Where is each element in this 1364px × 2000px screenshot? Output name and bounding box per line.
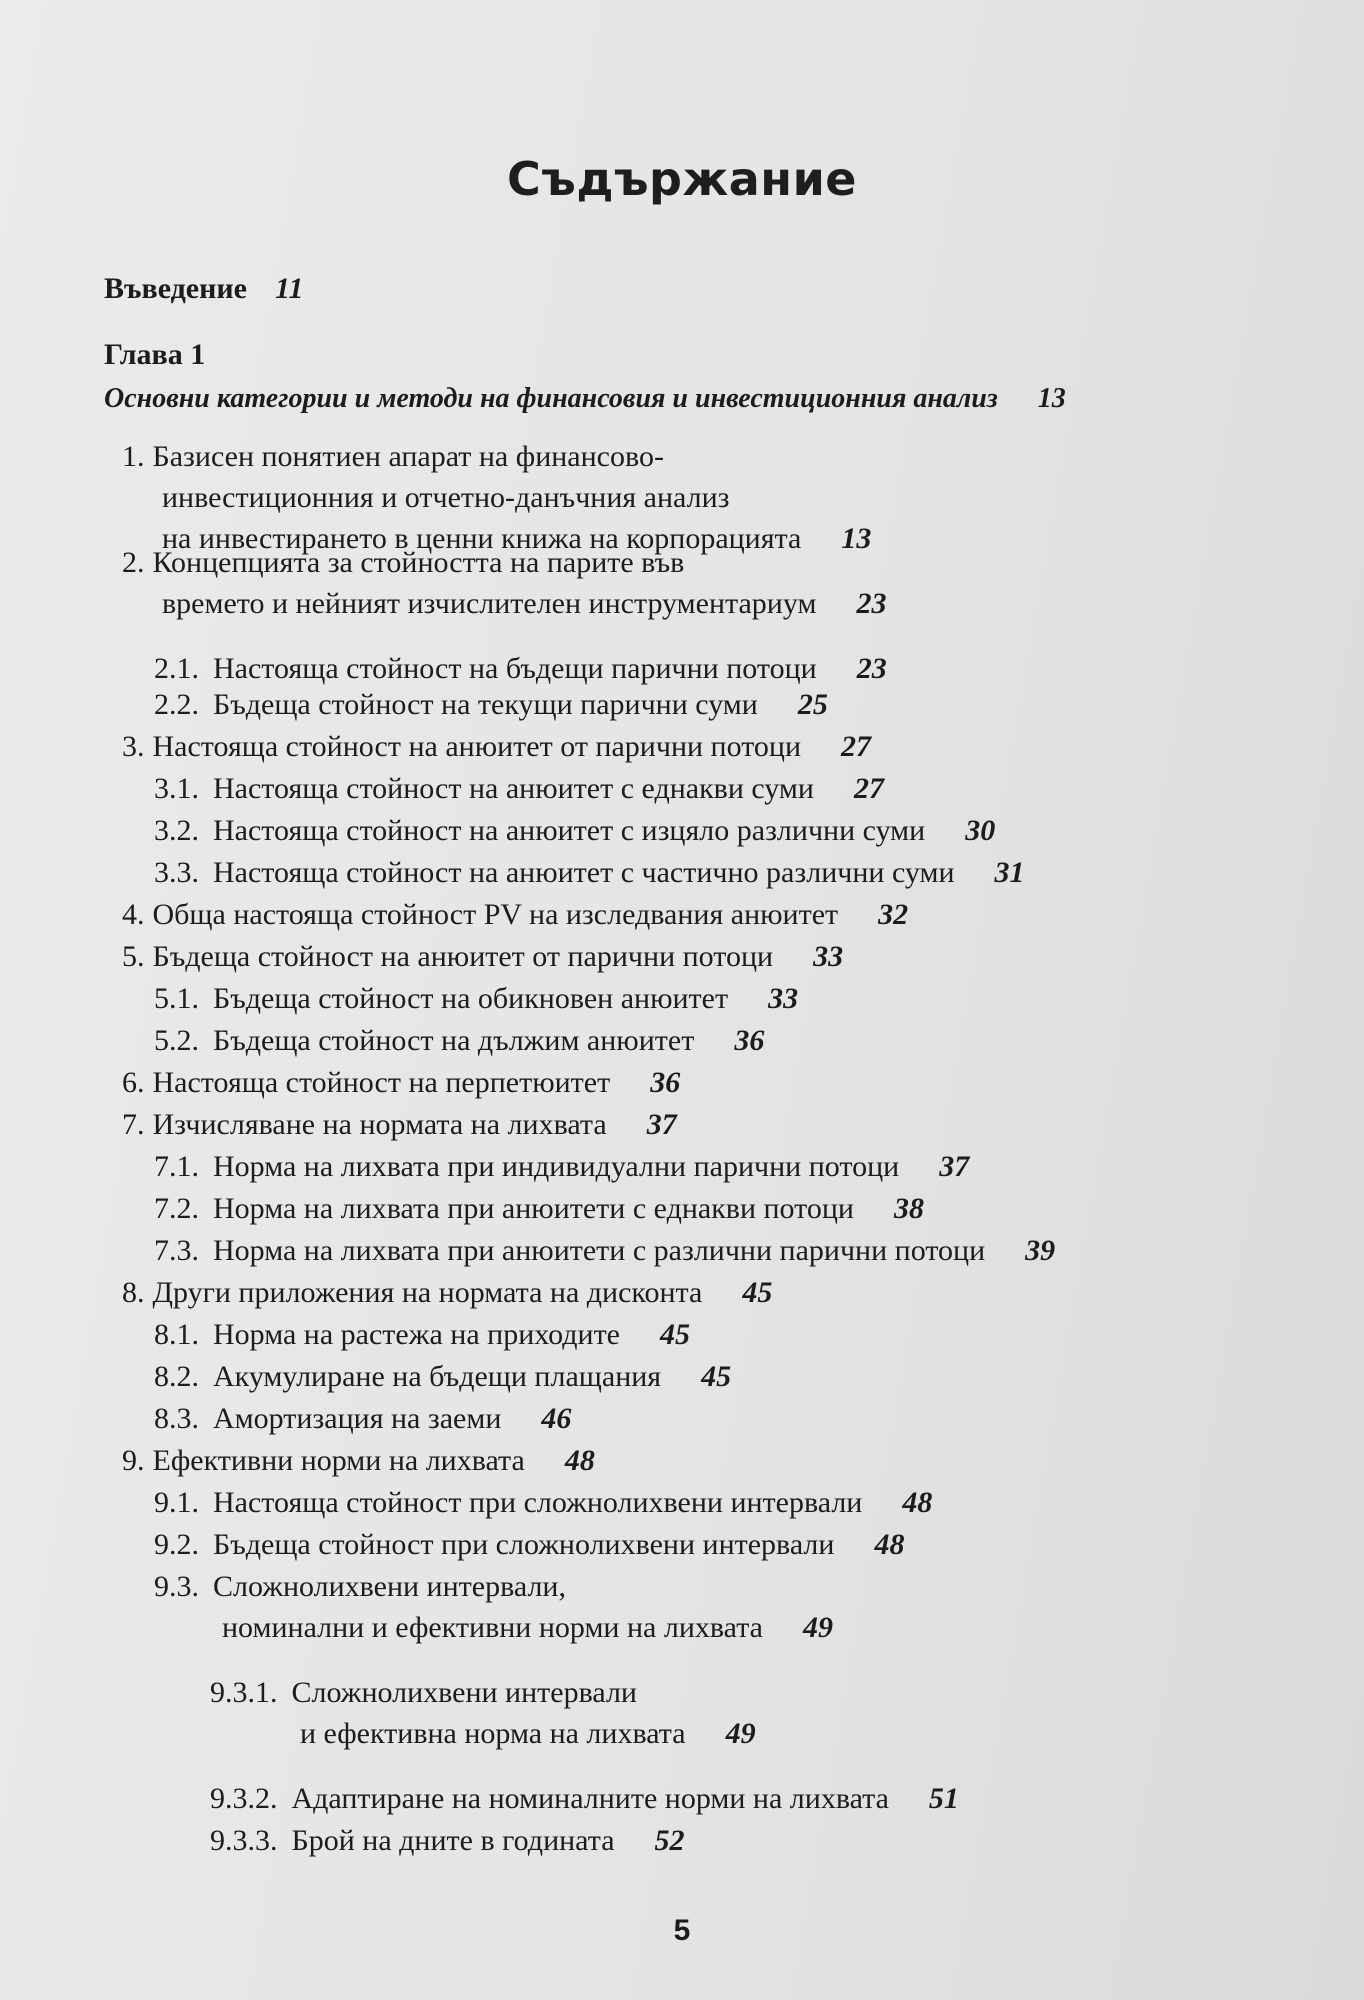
toc-entry-number: 5.2. <box>154 1024 199 1057</box>
toc-entry-number: 8. <box>122 1276 145 1309</box>
toc-entry-line <box>122 1106 677 1144</box>
toc-entry-text: Бъдеща стойност на текущи парични суми <box>213 688 758 721</box>
toc-entry-page: 33 <box>813 940 844 973</box>
toc-entry-text: Бъдеща стойност на анюитет от парични потоци <box>152 940 774 973</box>
toc-entry-line <box>154 686 828 724</box>
toc-entry-page: 31 <box>994 856 1025 889</box>
toc-entry-number: 3.1. <box>154 772 199 805</box>
toc-intro <box>104 270 303 308</box>
toc-entry-line <box>154 650 887 688</box>
toc-entry-text: Други приложения на нормата на дисконта <box>152 1276 703 1309</box>
toc-entry-page: 45 <box>660 1318 690 1351</box>
toc-entry-text: Настояща стойност на анюитет с частично различни суми <box>213 856 955 889</box>
toc-entry-number: 7.3. <box>154 1234 199 1267</box>
toc-entry-line <box>222 1609 833 1647</box>
toc-entry-line <box>154 1484 932 1522</box>
toc-entry-line <box>122 896 908 934</box>
toc-entry-number: 2. <box>122 546 145 579</box>
toc-entry-number: 2.2. <box>154 688 199 721</box>
toc-entry-number: 9.3.1. <box>210 1676 278 1709</box>
toc-entry-line <box>162 585 886 623</box>
toc-entry-text: Бъдеща стойност на обикновен анюитет <box>213 982 729 1015</box>
toc-entry-text: Настояща стойност на анюитет с изцяло различни суми <box>213 814 926 847</box>
toc-entry-text: Сложнолихвени интервали <box>291 1676 637 1709</box>
toc-entry-number: 8.2. <box>154 1360 199 1393</box>
toc-entry-number: 5.1. <box>154 982 199 1015</box>
toc-entry-page: 27 <box>853 772 884 805</box>
toc-entry-number: 9. <box>122 1444 145 1477</box>
toc-entry-line <box>154 1400 571 1438</box>
chapter-page: 13 <box>1037 383 1066 414</box>
toc-entry-text: Настояща стойност на анюитет с еднакви суми <box>213 772 814 805</box>
toc-entry-line <box>122 1274 772 1312</box>
toc-entry-page: 48 <box>564 1444 595 1477</box>
toc-entry-text: Бъдеща стойност при сложнолихвени интервали <box>213 1528 835 1561</box>
toc-entry-text: Настояща стойност на анюитет от парични потоци <box>152 730 802 763</box>
toc-entry-line <box>210 1822 685 1860</box>
toc-entry-line <box>154 812 995 850</box>
toc-entry-number: 3.2. <box>154 814 199 847</box>
toc-entry-number: 4. <box>122 898 145 931</box>
toc-entry-page: 33 <box>768 982 799 1015</box>
toc-entry-page: 36 <box>650 1066 681 1099</box>
toc-entry-line <box>154 1022 764 1060</box>
toc-entry-text: Сложнолихвени интервали, <box>213 1570 566 1603</box>
toc-entry-page: 13 <box>841 522 872 555</box>
toc-entry-page: 51 <box>928 1782 959 1815</box>
toc-entry-number: 7. <box>122 1108 145 1141</box>
toc-entry-page: 45 <box>742 1276 773 1309</box>
toc-entry-text: на инвестирането в ценни книжа на корпорацията <box>162 522 802 555</box>
toc-entry-line <box>154 1190 924 1228</box>
toc-entry-number: 9.1. <box>154 1486 199 1519</box>
toc-entry-line <box>154 1232 1055 1270</box>
toc-entry-line <box>154 980 798 1018</box>
toc-entry-number: 7.1. <box>154 1150 199 1183</box>
chapter-subtitle-line <box>104 380 1066 418</box>
toc-entry-number: 3. <box>122 730 145 763</box>
toc-entry-line <box>122 544 684 582</box>
toc-entry-page: 49 <box>725 1717 756 1750</box>
toc-entry-page: 30 <box>965 814 996 847</box>
toc-entry-line <box>162 479 730 517</box>
toc-entry-page: 37 <box>939 1150 970 1183</box>
toc-entry-text: Обща настояща стойност PV на изследвания анюитет <box>152 898 839 931</box>
page-number: 5 <box>673 1914 691 1947</box>
toc-entry-number: 1. <box>122 440 145 473</box>
toc-entry-line <box>122 728 871 766</box>
toc-entry-text: Настояща стойност на перпетюитет <box>152 1066 611 1099</box>
toc-entry-number: 2.1. <box>154 652 199 685</box>
toc-entry-page: 49 <box>802 1611 833 1644</box>
toc-entry-number: 8.1. <box>154 1318 199 1351</box>
toc-entry-text: Настояща стойност при сложнолихвени интервали <box>213 1486 863 1519</box>
toc-entry-text: Акумулиране на бъдещи плащания <box>213 1360 662 1393</box>
toc-entry-number: 9.2. <box>154 1528 199 1561</box>
toc-entry-page: 36 <box>734 1024 765 1057</box>
toc-entry-line <box>122 1442 595 1480</box>
toc-entry-text: Амортизация на заеми <box>213 1402 502 1435</box>
toc-entry-text: Базисен понятиен апарат на финансово- <box>152 440 664 473</box>
toc-entry-line <box>154 1316 690 1354</box>
toc-entry-line <box>210 1674 637 1712</box>
toc-entry-line <box>210 1780 959 1818</box>
toc-entry-line <box>154 1526 904 1564</box>
toc-entry-line <box>122 438 664 476</box>
toc-entry-text: Ефективни норми на лихвата <box>152 1444 525 1477</box>
toc-entry-page: 32 <box>878 898 909 931</box>
chapter-subtitle: Основни категории и методи на финансовия и инвестиционния анализ <box>104 383 998 414</box>
toc-entry-text: и ефективна норма на лихвата <box>300 1717 686 1750</box>
toc-entry-page: 25 <box>797 688 828 721</box>
toc-entry-page: 27 <box>841 730 872 763</box>
toc-entry-line <box>122 1064 680 1102</box>
toc-entry-page: 45 <box>701 1360 732 1393</box>
toc-entry-text: Концепцията за стойността на парите във <box>152 546 685 579</box>
toc-entry-text: Настояща стойност на бъдещи парични потоци <box>213 652 817 685</box>
toc-entry-page: 52 <box>654 1824 685 1857</box>
intro-page: 11 <box>275 272 304 305</box>
toc-entry-text: Изчисляване на нормата на лихвата <box>152 1108 607 1141</box>
toc-entry-page: 38 <box>894 1192 924 1225</box>
toc-entry-page: 48 <box>902 1486 933 1519</box>
toc-entry-text: Бъдеща стойност на дължим анюитет <box>213 1024 695 1057</box>
toc-entry-line <box>154 1568 566 1606</box>
toc-entry-text: Адаптиране на номиналните норми на лихвата <box>291 1782 889 1815</box>
toc-entry-number: 9.3. <box>154 1570 199 1603</box>
toc-entry-number: 9.3.3. <box>210 1824 278 1857</box>
toc-entry-page: 46 <box>541 1402 572 1435</box>
chapter-label: Глава 1 <box>104 338 206 371</box>
toc-entry-number: 7.2. <box>154 1192 199 1225</box>
toc-entry-number: 8.3. <box>154 1402 199 1435</box>
toc-entry-line <box>154 854 1025 892</box>
toc-entry-number: 9.3.2. <box>210 1782 278 1815</box>
toc-entry-text: Норма на лихвата при индивидуални парични потоци <box>213 1150 900 1183</box>
toc-entry-page: 23 <box>856 587 887 620</box>
toc-entry-line <box>122 938 843 976</box>
intro-label: Въведение <box>104 272 247 305</box>
toc-entry-text: Норма на лихвата при анюитети с еднакви потоци <box>213 1192 854 1225</box>
toc-entry-page: 48 <box>874 1528 905 1561</box>
toc-entry-text: Брой на дните в годината <box>291 1824 615 1857</box>
toc-entry-page: 23 <box>856 652 887 685</box>
toc-entry-line <box>154 1358 731 1396</box>
toc-entry-text: времето и нейният изчислителен инструментариум <box>162 587 817 620</box>
toc-entry-number: 6. <box>122 1066 145 1099</box>
toc-entry-line <box>154 1148 969 1186</box>
toc-entry-line <box>300 1715 756 1753</box>
toc-entry-text: Норма на растежа на приходите <box>213 1318 620 1351</box>
toc-entry-line <box>154 770 884 808</box>
toc-entry-text: инвестиционния и отчетно-данъчния анализ <box>162 481 730 514</box>
toc-entry-number: 5. <box>122 940 145 973</box>
page-title: Съдържание <box>507 152 857 206</box>
toc-entry-page: 39 <box>1025 1234 1056 1267</box>
toc-entry-number: 3.3. <box>154 856 199 889</box>
toc-entry-text: номинални и ефективни норми на лихвата <box>222 1611 763 1644</box>
toc-entry-text: Норма на лихвата при анюитети с различни парични потоци <box>213 1234 986 1267</box>
toc-entry-page: 37 <box>646 1108 677 1141</box>
